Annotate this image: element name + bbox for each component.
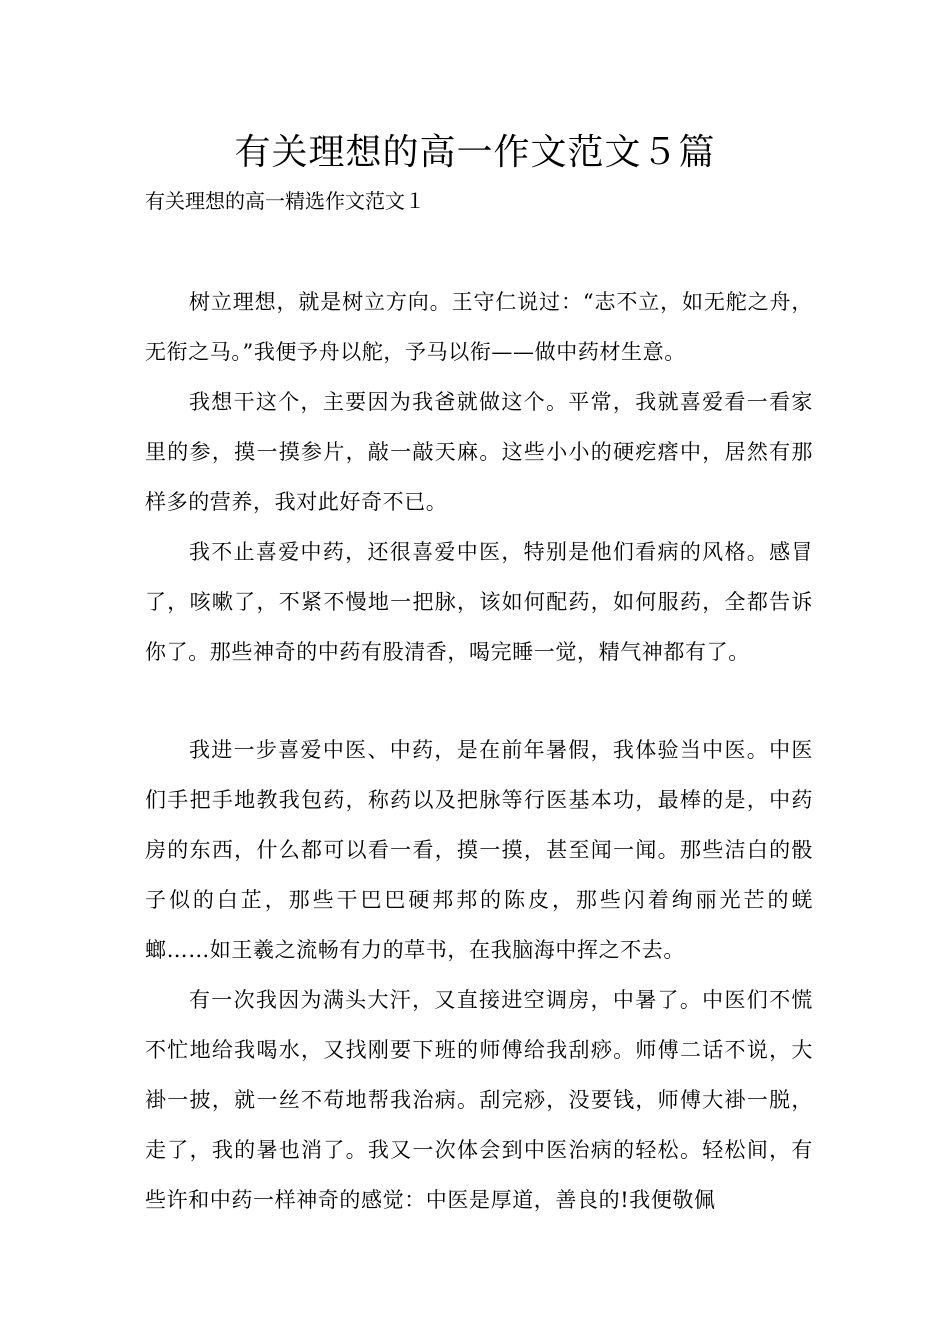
paragraph-5: 有一次我因为满头大汗，又直接进空调房，中暑了。中医们不慌不忙地给我喝水，又找刚要下班的师傅给我刮痧。师傅二话不说，大褂一披，就一丝不苟地帮我治病。刮完痧，没要钱，师傅大褂一脱，走了，我的暑也消了。我又一次体会到中医治病的轻松。轻松间，有些许和中药一样神奇的感觉：中医是厚道，善良的!我便敬佩 [145, 988, 813, 1212]
paragraph-2: 我想干这个，主要因为我爸就做这个。平常，我就喜爱看一看家里的参，摸一摸参片，敲一敲天麻。这些小小的硬疙瘩中，居然有那样多的营养，我对此好奇不已。 [145, 390, 813, 514]
document-subtitle: 有关理想的高一精选作文范文１ [145, 189, 425, 213]
paragraph-1: 树立理想，就是树立方向。王守仁说过：“志不立，如无舵之舟，无衔之马。”我便予舟以舵，予马以衔——做中药材生意。 [145, 290, 813, 364]
paragraph-3: 我不止喜爱中药，还很喜爱中医，特别是他们看病的风格。感冒了，咳嗽了，不紧不慢地一把脉，该如何配药，如何服药，全都告诉你了。那些神奇的中药有股清香，喝完睡一觉，精气神都有了。 [145, 540, 813, 664]
paragraph-4: 我进一步喜爱中医、中药，是在前年暑假，我体验当中医。中医们手把手地教我包药，称药以及把脉等行医基本功，最棒的是，中药房的东西，什么都可以看一看，摸一摸，甚至闻一闻。那些洁白的骰子似的白芷，那些干巴巴硬邦邦的陈皮，那些闪着绚丽光芒的蜣螂……如王羲之流畅有力的草书，在我脑海中挥之不去。 [145, 738, 813, 962]
document-title: 有关理想的高一作文范文５篇 [234, 132, 716, 173]
